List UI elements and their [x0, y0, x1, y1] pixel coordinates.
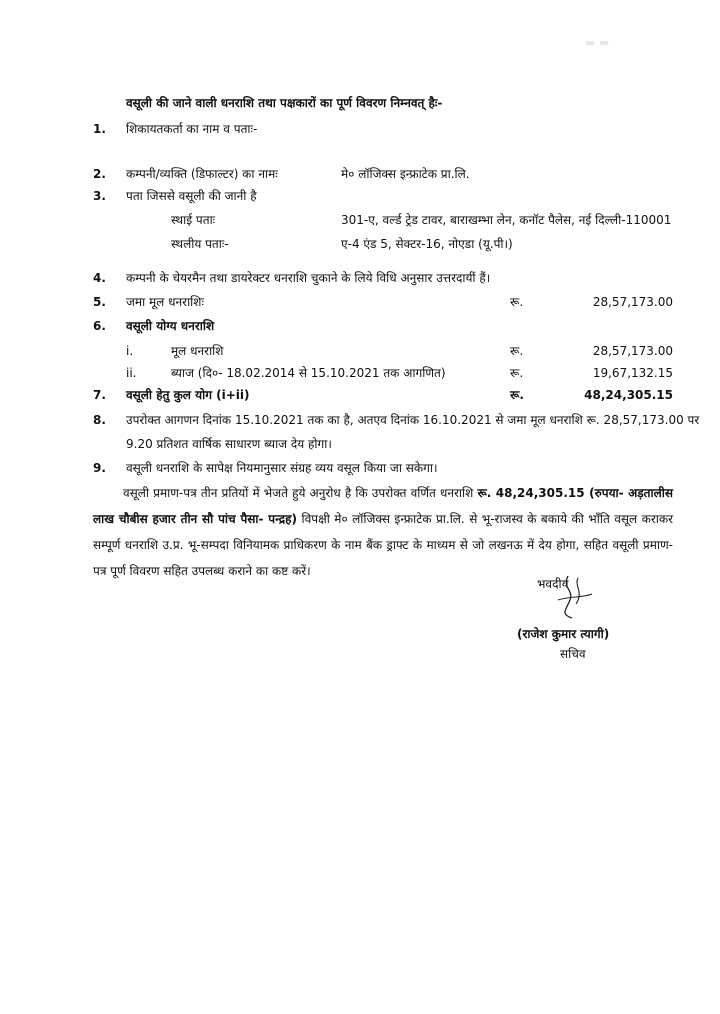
row-number: 2.	[93, 167, 106, 181]
defaulter-label: कम्पनी/व्यक्ति (डिफाल्टर) का नामः	[126, 167, 278, 181]
recoverable-amount-heading: वसूली योग्य धनराशि	[126, 319, 215, 333]
currency-label: रू.	[510, 344, 524, 358]
row-number: 3.	[93, 189, 106, 203]
permanent-address-label: स्थाई पताः	[171, 213, 216, 227]
signatory-name: (राजेश कुमार त्यागी)	[517, 627, 610, 641]
defaulter-name: मे० लॉजिक्स इन्फ्राटेक प्रा.लि.	[341, 167, 470, 181]
signatory-title: सचिव	[560, 647, 586, 661]
row-number: 6.	[93, 319, 106, 333]
collection-cost-note: वसूली धनराशि के सापेक्ष नियमानुसार संग्रह व्यय वसूल किया जा सकेगा।	[126, 461, 438, 475]
principal-label: मूल धनराशि	[171, 344, 224, 358]
row-number: 8.	[93, 413, 106, 427]
currency-label: रू.	[510, 388, 524, 402]
row-number: 1.	[93, 122, 106, 136]
sub-item-number: i.	[126, 344, 134, 358]
deposited-principal-amount: 28,57,173.00	[592, 295, 673, 309]
local-address-value: ए-4 एंड 5, सेक्टर-16, नोएडा (यू.पी।)	[341, 237, 513, 251]
row-number: 7.	[93, 388, 106, 402]
directors-liability-text: कम्पनी के चेयरमैन तथा डायरेक्टर धनराशि चुकाने के लिये विधि अनुसार उत्तरदायीं हैं।	[126, 271, 491, 285]
principal-amount: 28,57,173.00	[592, 344, 673, 358]
row-number: 5.	[93, 295, 106, 309]
row-number: 9.	[93, 461, 106, 475]
local-address-label: स्थलीय पताः-	[171, 237, 229, 251]
interest-note-line1: उपरोक्त आगणन दिनांक 15.10.2021 तक का है, अतएव दिनांक 16.10.2021 से जमा मूल धनराशि रू. 28,57,173.00 पर	[126, 413, 700, 427]
currency-label: रू.	[510, 366, 524, 380]
sub-item-number: ii.	[126, 366, 137, 380]
interest-label: ब्याज (दि०- 18.02.2014 से 15.10.2021 तक आगणित)	[171, 366, 446, 380]
closing-text-part2: विपक्षी मे० लॉजिक्स इन्फ्राटेक प्रा.लि. से भू-राजस्व के बकाये की भाँति वसूल कराकर सम्पूर्ण धनराशि उ.प्र. भू-सम्पदा विनियामक प्राधिकरण के नाम बैंक ड्राफ्ट के माध्यम से जो लखनऊ में देय होगा, सहित वसूली प्रमाण-पत्र पूर्ण विवरण सहित उपलब्ध कराने का कष्ट करें।	[93, 512, 673, 578]
scan-artifact: ▬ ▬	[585, 36, 610, 49]
complainant-label: शिकायतकर्ता का नाम व पताः-	[126, 122, 258, 136]
interest-note-line2: 9.20 प्रतिशत वार्षिक साधारण ब्याज देय होगा।	[126, 437, 332, 451]
closing-amount-bold: रू. 48,24,305.15 (रुपया- अड़तालीस लाख चौबीस हजार तीन सौ पांच पैसा- पन्द्रह)	[93, 486, 673, 526]
currency-label: रू.	[510, 295, 524, 309]
interest-amount: 19,67,132.15	[592, 366, 673, 380]
page-heading: वसूली की जाने वाली धनराशि तथा पक्षकारों का पूर्ण विवरण निम्नवत् हैः-	[126, 96, 443, 110]
handwritten-signature	[540, 574, 600, 624]
address-heading: पता जिससे वसूली की जानी है	[126, 189, 257, 203]
permanent-address-value: 301-ए, वर्ल्ड ट्रेड टावर, बाराखम्भा लेन, कनॉट पैलेस, नई दिल्ली-110001	[341, 213, 672, 227]
closing-text-part1: वसूली प्रमाण-पत्र तीन प्रतियों में भेजते हुये अनुरोध है कि उपरोक्त वर्णित धनराशि	[123, 486, 474, 500]
closing-salutation: भवदीय	[537, 577, 569, 591]
row-number: 4.	[93, 271, 106, 285]
deposited-principal-label: जमा मूल धनराशिः	[126, 295, 204, 309]
total-recovery-label: वसूली हेतु कुल योग (i+ii)	[126, 388, 250, 402]
total-recovery-amount: 48,24,305.15	[584, 388, 673, 402]
closing-paragraph	[93, 480, 673, 584]
